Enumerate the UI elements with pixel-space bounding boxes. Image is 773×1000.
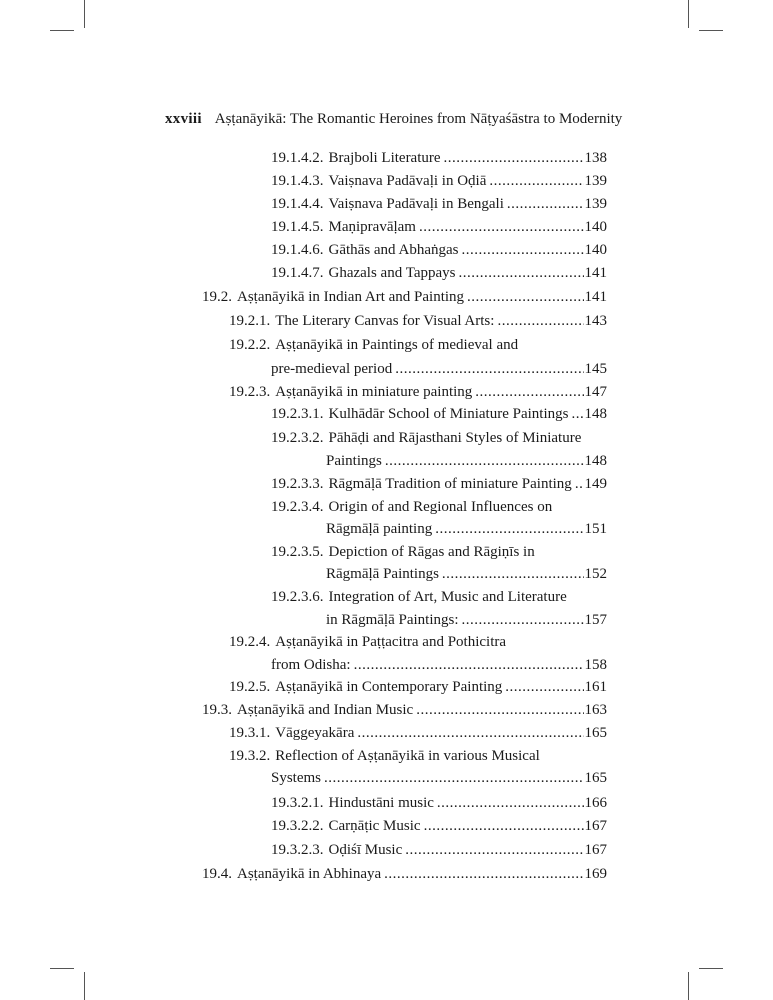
leader-dots — [467, 287, 583, 307]
toc-entry-title: Reflection of Aṣṭanāyikā in various Musical — [275, 748, 540, 764]
toc-entry-number: 19.1.4.4. — [271, 196, 324, 212]
toc-entry-page: 151 — [584, 521, 607, 537]
toc-entry-page: 157 — [584, 612, 607, 628]
toc-entry-page: 158 — [584, 657, 607, 673]
toc-entry-number: 19.2.3.2. — [271, 430, 324, 446]
toc-entry-title-continued: Paintings — [326, 453, 382, 469]
toc-entry-title-continued: Rāgmāḷā Paintings — [326, 566, 439, 582]
toc-entry-title-continued: Rāgmāḷā painting — [326, 521, 433, 537]
toc-entry — [229, 335, 607, 355]
toc-entry-number: 19.2.3.6. — [271, 589, 324, 605]
toc-entry-continuation — [271, 768, 607, 788]
crop-mark — [699, 30, 723, 31]
toc-entry-continuation — [326, 451, 607, 471]
toc-entry-page: 139 — [584, 173, 607, 189]
leader-dots — [571, 404, 583, 424]
toc-entry — [271, 497, 607, 517]
toc-entry-page: 140 — [584, 242, 607, 258]
leader-dots — [442, 564, 584, 584]
toc-entry-page: 161 — [584, 679, 607, 695]
toc-entry-number: 19.1.4.7. — [271, 265, 324, 281]
toc-entry-title-continued: pre-medieval period — [271, 361, 393, 377]
toc-entry-title: Aṣṭanāyikā in Paṭṭacitra and Pothicitra — [275, 634, 507, 650]
toc-entry-number: 19.2.2. — [229, 337, 271, 353]
toc-entry-continuation — [271, 655, 607, 675]
toc-entry-title: Brajboli Literature — [328, 150, 441, 166]
toc-entry-title: Vaiṣnava Padāvaḷi in Oḍiā — [328, 173, 487, 189]
toc-entry-title: Oḍiśī Music — [328, 842, 403, 858]
crop-mark — [84, 0, 85, 28]
toc-entry-title: Aṣṭanāyikā in Paintings of medieval and — [275, 337, 519, 353]
toc-entry-page: 169 — [584, 866, 607, 882]
toc-entry — [229, 632, 607, 652]
toc-entry-number: 19.2.3.1. — [271, 406, 324, 422]
toc-entry-number: 19.2.4. — [229, 634, 271, 650]
leader-dots — [462, 610, 584, 630]
toc-entry — [202, 864, 607, 884]
toc-entry — [202, 287, 607, 307]
toc-entry-continuation — [271, 359, 607, 379]
toc-entry-number: 19.2.5. — [229, 679, 271, 695]
toc-entry-number: 19.1.4.6. — [271, 242, 324, 258]
toc-entry-continuation — [326, 610, 607, 630]
leader-dots — [419, 217, 584, 237]
leader-dots — [416, 700, 583, 720]
toc-entry-continuation — [326, 519, 607, 539]
toc-entry — [229, 311, 607, 331]
toc-entry-title: Hindustāni music — [328, 795, 434, 811]
toc-entry-title: The Literary Canvas for Visual Arts: — [275, 313, 495, 329]
toc-entry — [271, 587, 607, 607]
toc-entry-title: Maṇipravāḷam — [328, 219, 416, 235]
toc-entry — [229, 382, 607, 402]
leader-dots — [384, 864, 583, 884]
toc-entry — [271, 793, 607, 813]
toc-entry-page: 163 — [584, 702, 607, 718]
toc-entry-number: 19.3.2.2. — [271, 818, 324, 834]
toc-entry-page: 143 — [584, 313, 607, 329]
toc-entry — [271, 474, 607, 494]
toc-entry — [271, 840, 607, 860]
leader-dots — [461, 240, 583, 260]
leader-dots — [489, 171, 583, 191]
leader-dots — [507, 194, 584, 214]
toc-entry-page: 167 — [584, 818, 607, 834]
toc-entry-page: 148 — [584, 406, 607, 422]
toc-entry-title: Integration of Art, Music and Literature — [328, 589, 567, 605]
toc-entry-number: 19.2.3. — [229, 384, 271, 400]
leader-dots — [405, 840, 583, 860]
toc-entry-number: 19.1.4.2. — [271, 150, 324, 166]
toc-entry — [271, 171, 607, 191]
toc-entry-title: Ghazals and Tappays — [328, 265, 456, 281]
crop-mark — [688, 972, 689, 1000]
toc-entry-page: 147 — [584, 384, 607, 400]
leader-dots — [437, 793, 584, 813]
toc-entry-number: 19.3.2.3. — [271, 842, 324, 858]
toc-entry-number: 19.2.1. — [229, 313, 271, 329]
toc-entry-page: 145 — [584, 361, 607, 377]
toc-entry-page: 166 — [584, 795, 607, 811]
toc-entry — [271, 194, 607, 214]
toc-entry-title: Rāgmāḷā Tradition of miniature Painting — [328, 476, 572, 492]
toc-entry-title: Aṣṭanāyikā in Indian Art and Painting — [237, 289, 465, 305]
toc-entry-title: Vaiṣnava Padāvaḷi in Bengali — [328, 196, 504, 212]
toc-entry — [202, 700, 607, 720]
toc-entry-number: 19.3. — [202, 702, 232, 718]
toc-entry-number: 19.2.3.3. — [271, 476, 324, 492]
toc-entry — [271, 428, 607, 448]
toc-entry-page: 140 — [584, 219, 607, 235]
toc-entry-title: Aṣṭanāyikā and Indian Music — [237, 702, 414, 718]
crop-mark — [50, 968, 74, 969]
leader-dots — [357, 723, 583, 743]
toc-entry-number: 19.1.4.5. — [271, 219, 324, 235]
leader-dots — [497, 311, 583, 331]
crop-mark — [84, 972, 85, 1000]
toc-entry-title: Origin of and Regional Influences on — [328, 499, 553, 515]
leader-dots — [458, 263, 583, 283]
toc-entry-page: 149 — [584, 476, 607, 492]
toc-entry — [271, 404, 607, 424]
toc-entry-page: 139 — [584, 196, 607, 212]
leader-dots — [435, 519, 583, 539]
toc-entry — [229, 677, 607, 697]
toc-entry-page: 165 — [584, 725, 607, 741]
toc-entry-title: Gāthās and Abhaṅgas — [328, 242, 459, 258]
toc-entry-number: 19.1.4.3. — [271, 173, 324, 189]
toc-entry-title: Aṣṭanāyikā in Contemporary Painting — [275, 679, 503, 695]
page-number: xxviii — [165, 111, 202, 127]
leader-dots — [354, 655, 584, 675]
toc-entry-title: Pāhāḍi and Rājasthani Styles of Miniature — [328, 430, 582, 446]
toc-entry-page: 138 — [584, 150, 607, 166]
toc-entry-number: 19.3.1. — [229, 725, 271, 741]
toc-entry-continuation — [326, 564, 607, 584]
toc-entry — [271, 217, 607, 237]
toc-entry — [271, 542, 607, 562]
leader-dots — [444, 148, 584, 168]
toc-entry-number: 19.2.3.4. — [271, 499, 324, 515]
leader-dots — [395, 359, 583, 379]
toc-entry-title: Vāggeyakāra — [275, 725, 355, 741]
toc-entry-page: 152 — [584, 566, 607, 582]
toc-entry-page: 148 — [584, 453, 607, 469]
toc-entry-page: 167 — [584, 842, 607, 858]
toc-entry-number: 19.3.2.1. — [271, 795, 324, 811]
book-title: Aṣṭanāyikā: The Romantic Heroines from Nāṭyaśāstra to Modernity — [214, 111, 623, 127]
toc-entry — [229, 723, 607, 743]
toc-entry-number: 19.3.2. — [229, 748, 271, 764]
toc-entry-page: 165 — [584, 770, 607, 786]
toc-entry-title: Carṇāṭic Music — [328, 818, 421, 834]
toc-entry — [271, 240, 607, 260]
running-head — [165, 111, 622, 128]
toc-entry-page: 141 — [584, 289, 607, 305]
toc-entry — [229, 746, 607, 766]
toc-entry-page: 141 — [584, 265, 607, 281]
crop-mark — [699, 968, 723, 969]
toc-entry-title-continued: Systems — [271, 770, 322, 786]
leader-dots — [424, 816, 584, 836]
toc-entry — [271, 263, 607, 283]
leader-dots — [505, 677, 583, 697]
toc-entry-title: Depiction of Rāgas and Rāgiṇīs in — [328, 544, 535, 560]
toc-entry-number: 19.2. — [202, 289, 232, 305]
toc-entry — [271, 816, 607, 836]
leader-dots — [575, 474, 584, 494]
leader-dots — [324, 768, 583, 788]
toc-entry-title-continued: from Odisha: — [271, 657, 351, 673]
leader-dots — [385, 451, 584, 471]
crop-mark — [50, 30, 74, 31]
toc-entry-number: 19.2.3.5. — [271, 544, 324, 560]
leader-dots — [475, 382, 583, 402]
toc-entry — [271, 148, 607, 168]
crop-mark — [688, 0, 689, 28]
toc-entry-title: Kulhādār School of Miniature Paintings — [328, 406, 569, 422]
toc-entry-number: 19.4. — [202, 866, 232, 882]
toc-entry-title: Aṣṭanāyikā in Abhinaya — [237, 866, 382, 882]
toc-entry-title: Aṣṭanāyikā in miniature painting — [275, 384, 473, 400]
toc-entry-title-continued: in Rāgmāḷā Paintings: — [326, 612, 459, 628]
